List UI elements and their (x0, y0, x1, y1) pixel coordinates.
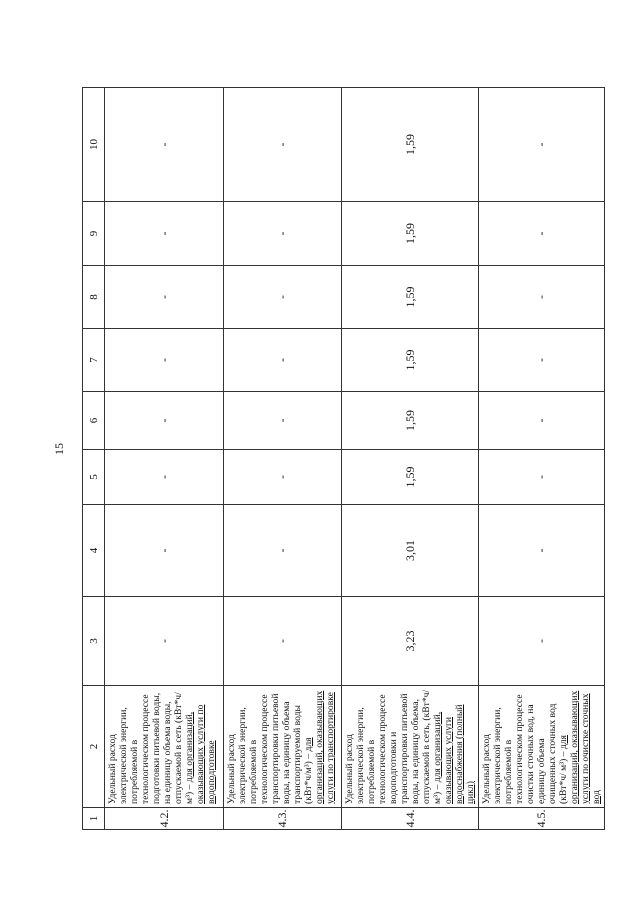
value-cell: - (224, 450, 342, 505)
value-cell: - (105, 88, 224, 202)
description-underlined-text: для организаций, оказывающих услуги водоснабжения (полный цикл) (432, 704, 476, 804)
value-cell: - (479, 505, 605, 597)
indicators-table (82, 87, 605, 830)
value-cell: 1,59 (342, 202, 479, 266)
column-header: 9 (83, 202, 105, 266)
row-description (342, 686, 479, 808)
description-text: Удельный расход электрической энергии, потребляемой в технологическом процессе подготовки питьевой воды, на единицу объема воды, отпускаемой в сеть (кВт*ч/м³) – (107, 692, 195, 804)
document-table-area (82, 88, 602, 830)
value-cell: 3,01 (342, 505, 479, 597)
value-cell: 1,59 (342, 88, 479, 202)
value-cell: - (479, 88, 605, 202)
column-header: 8 (83, 266, 105, 329)
column-header: 4 (83, 505, 105, 597)
value-cell: - (224, 392, 342, 450)
description-text: Удельный расход электрической энергии, потребляемой в технологическом процессе очистки сточных вод, на единицу объема очищенных сточных вод (кВт*ч/ м³) – (481, 694, 569, 804)
column-header: 1 (83, 808, 105, 830)
description-text: Удельный расход электрической энергии, потребляемой в технологическом процессе транспортировки питьевой воды, на единицу объема транспортируемой воды (кВт*ч/м³) – (226, 693, 314, 804)
value-cell: - (105, 450, 224, 505)
table-row (479, 88, 605, 830)
column-header: 2 (83, 686, 105, 808)
row-description (224, 686, 342, 808)
value-cell: 1,59 (342, 266, 479, 329)
row-number: 4.4. (342, 808, 479, 830)
value-cell: - (105, 505, 224, 597)
value-cell: 3,23 (342, 597, 479, 686)
value-cell: - (479, 202, 605, 266)
value-cell: - (479, 597, 605, 686)
description-underlined-text: для организаций, оказывающих услуги по транспортировке (303, 690, 336, 804)
value-cell: - (105, 392, 224, 450)
value-cell: - (105, 329, 224, 392)
description-underlined-text: для организаций, оказывающих услуги по очистке сточных вод (558, 690, 602, 804)
table-row (342, 88, 479, 830)
value-cell: - (105, 597, 224, 686)
column-header: 5 (83, 450, 105, 505)
value-cell: - (224, 505, 342, 597)
value-cell: - (479, 329, 605, 392)
row-number: 4.3. (224, 808, 342, 830)
row-description (105, 686, 224, 808)
column-header: 7 (83, 329, 105, 392)
value-cell: - (224, 88, 342, 202)
column-header: 3 (83, 597, 105, 686)
table-row (224, 88, 342, 830)
column-header: 10 (83, 88, 105, 202)
value-cell: - (105, 266, 224, 329)
value-cell: - (224, 266, 342, 329)
header-row (83, 88, 105, 830)
column-header: 6 (83, 392, 105, 450)
value-cell: - (479, 266, 605, 329)
value-cell: - (105, 202, 224, 266)
value-cell: - (479, 392, 605, 450)
table-row (105, 88, 224, 830)
row-description (479, 686, 605, 808)
value-cell: - (224, 202, 342, 266)
page-number: 15 (52, 443, 66, 455)
value-cell: - (224, 329, 342, 392)
rotated-table-container (82, 88, 602, 830)
value-cell: - (479, 450, 605, 505)
value-cell: 1,59 (342, 450, 479, 505)
value-cell: 1,59 (342, 329, 479, 392)
description-underlined-text: для организаций, оказывающих услуги по водоподготовке (184, 704, 217, 804)
row-number: 4.5. (479, 808, 605, 830)
description-text: Удельный расход электрической энергии, потребляемой в технологическом процессе водоподготовки и транспортировки питьевой воды, на единицу объема, отпускаемой в сеть, (кВт*ч/м³) – (344, 689, 443, 804)
row-number: 4.2. (105, 808, 224, 830)
value-cell: 1,59 (342, 392, 479, 450)
value-cell: - (224, 597, 342, 686)
